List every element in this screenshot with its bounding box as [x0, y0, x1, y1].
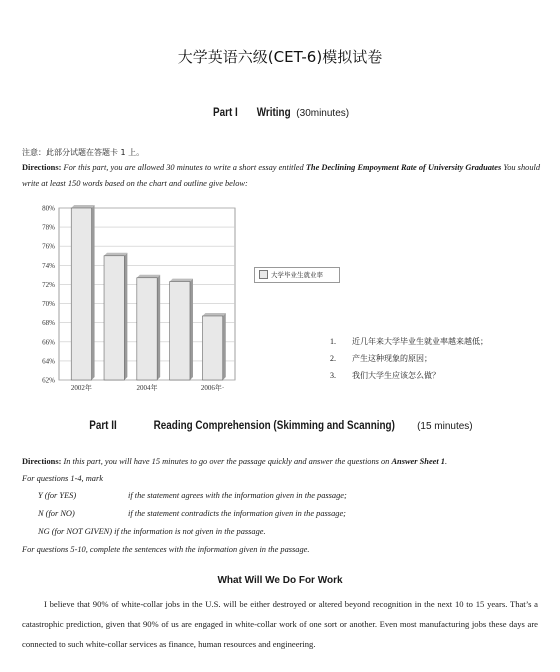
bar — [137, 278, 157, 380]
chart-y-ticks — [42, 205, 55, 385]
chart-x-ticks — [71, 383, 224, 392]
employment-bar-chart — [25, 198, 243, 398]
part1-heading — [0, 107, 560, 119]
outline-item-1 — [330, 336, 488, 347]
outline-text: 我们大学生应该怎么做？ — [352, 371, 440, 380]
bar-side — [190, 279, 193, 380]
y-tick-label: 64% — [42, 357, 55, 366]
y-tick-label: 76% — [42, 242, 55, 251]
y-tick-label: 62% — [42, 376, 55, 385]
passage-heading: What Will We Do For Work — [217, 575, 343, 586]
bar-side — [92, 205, 95, 380]
page-title: 大学英语六级(CET-6)模拟试卷 — [177, 48, 383, 66]
mark-desc: if the statement contradicts the information given in the passage; — [128, 509, 346, 518]
part2-title: Reading Comprehension (Skimming and Scanning) — [153, 420, 395, 432]
mark-row-no — [38, 509, 346, 518]
bar-side — [124, 253, 127, 380]
part2-label: Part II — [89, 420, 118, 432]
mark-row-yes — [38, 491, 347, 500]
answer-sheet-note: 注意：此部分试题在答题卡 1 上。 — [22, 148, 145, 157]
mark-row-not-given — [38, 527, 266, 536]
mark-desc: if the information is not given in the passage. — [114, 527, 266, 536]
x-tick-label: 2006年· — [200, 384, 225, 392]
mark-code: NG (for NOT GIVEN) — [38, 527, 113, 536]
directions-text: For this part, you are allowed 30 minutes to write a short essay entitled — [63, 163, 304, 172]
y-tick-label: 78% — [42, 223, 55, 232]
y-tick-label: 80% — [42, 204, 55, 213]
outline-num: 2. — [330, 354, 336, 363]
questions-1-4-instruction: For questions 1-4, mark — [22, 474, 103, 483]
bar-side — [157, 275, 160, 380]
bar — [71, 208, 91, 380]
y-tick-label: 70% — [42, 300, 55, 309]
directions-text: In this part, you will have 15 minutes to go over the passage quickly and answer the questions on — [63, 457, 390, 466]
mark-desc: if the statement agrees with the information given in the passage; — [128, 491, 347, 500]
x-tick-label: 2004年 — [136, 384, 158, 392]
passage-paragraph: I believe that 90% of white-collar jobs in the U.S. will be either destroyed or altered beyond recognition in the next 10 to 15 years. That’s a catastrophic prediction, given that 90% of us are engaged in white-collar work of one sort or another. Even most manufacturing jobs these days are connected to such white-collar services as finance, human resources and engineering. — [22, 599, 538, 649]
legend-swatch — [259, 270, 268, 279]
legend-label: 大学毕业生就业率 — [271, 271, 323, 279]
part1-title: Writing — [256, 107, 291, 119]
bar — [104, 256, 124, 380]
writing-directions — [22, 160, 542, 192]
essay-title: The Declining Empoyment Rate of University Graduates — [305, 163, 502, 172]
bar-side — [223, 313, 226, 380]
directions-text-2: You should write at least 150 words based on the chart and outline give below: — [22, 163, 541, 188]
bar — [170, 282, 190, 380]
outline-item-2 — [330, 353, 432, 364]
reading-directions — [22, 454, 542, 470]
y-tick-label: 72% — [42, 280, 55, 289]
bar — [202, 316, 222, 380]
mark-code: Y (for YES) — [38, 491, 77, 500]
x-tick-label: 2002年 — [70, 384, 92, 392]
y-tick-label: 66% — [42, 338, 55, 347]
chart-legend — [254, 267, 340, 283]
answer-sheet-ref: Answer Sheet 1 — [391, 457, 445, 466]
part2-time: (15 minutes) — [417, 421, 473, 432]
y-tick-label: 74% — [42, 261, 55, 270]
outline-num: 1. — [330, 337, 336, 346]
outline-text: 产生这种现象的原因； — [352, 354, 432, 363]
y-tick-label: 68% — [42, 319, 55, 328]
part1-label: Part I — [212, 107, 238, 119]
questions-5-10-instruction: For questions 5-10, complete the sentences with the information given in the passage. — [22, 545, 310, 554]
bar-top — [137, 275, 160, 278]
bar-top — [202, 313, 225, 316]
outline-num: 3. — [330, 371, 336, 380]
mark-code: N (for NO) — [38, 509, 75, 518]
bar-top — [170, 279, 193, 282]
outline-item-3 — [330, 370, 440, 381]
part1-time: (30minutes) — [296, 108, 350, 119]
directions-lead: Directions: — [22, 457, 62, 466]
directions-period: . — [445, 457, 448, 466]
bar-top — [104, 253, 127, 256]
bar-top — [71, 205, 94, 208]
outline-text: 近几年来大学毕业生就业率越来越低； — [352, 337, 488, 346]
part2-heading — [0, 420, 560, 432]
directions-lead: Directions: — [22, 163, 62, 172]
